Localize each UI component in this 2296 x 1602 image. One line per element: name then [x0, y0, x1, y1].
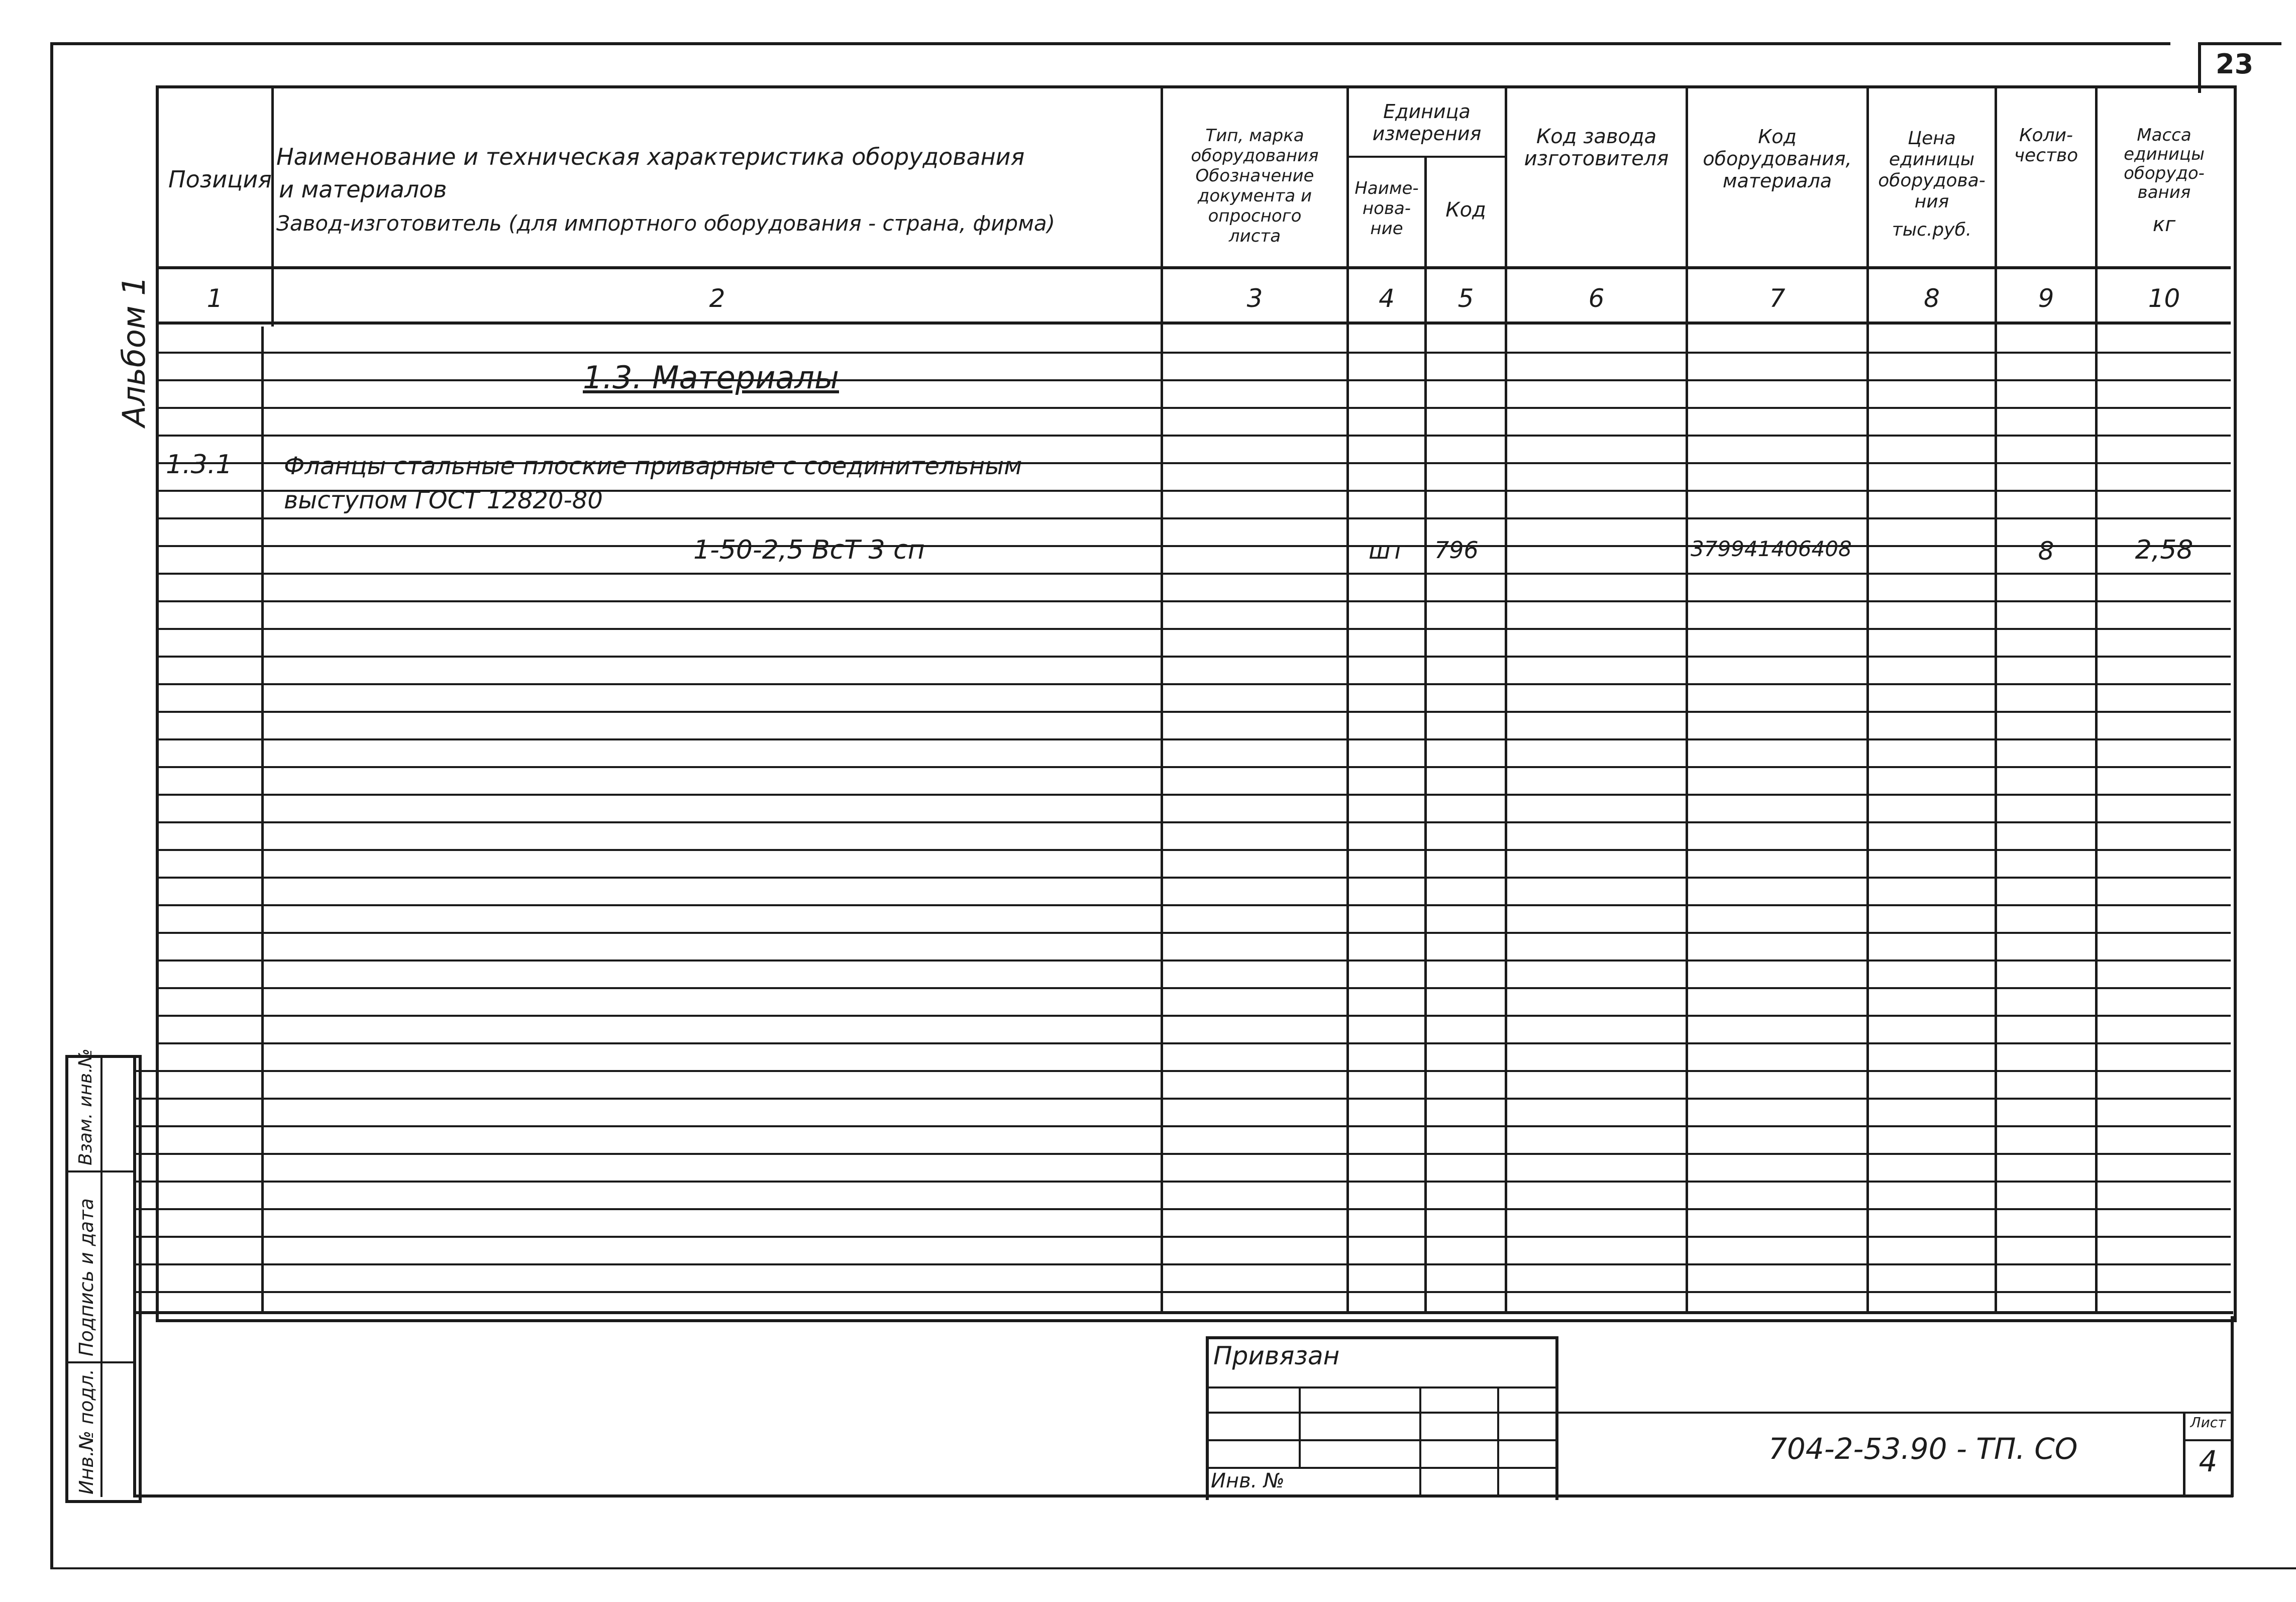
- left-stamp-divider-1: [65, 1170, 136, 1172]
- frame-left: [50, 42, 53, 1569]
- item-mass: 2,58: [2135, 535, 2194, 565]
- main-table: [156, 85, 2237, 1322]
- item-position: 1.3.1: [166, 450, 233, 480]
- item-equip-code: 379941406408: [1691, 537, 1852, 561]
- header-price-l5: тыс.руб.: [1892, 220, 1972, 240]
- body-bottom-border: [133, 1494, 2233, 1498]
- binding-v-2: [1419, 1387, 1421, 1497]
- col-line-9: [2095, 85, 2098, 1314]
- item-spec: 1-50-2,5 ВсТ 3 сп: [693, 535, 925, 565]
- header-price-l1: Цена: [1908, 128, 1956, 149]
- header-type-l4: документа и: [1197, 186, 1312, 206]
- sheet-number: 23: [2216, 48, 2254, 80]
- header-unitname-l1: Наиме-: [1354, 178, 1419, 198]
- frame-top: [50, 42, 2170, 45]
- colnum-8: 8: [1924, 284, 1940, 313]
- item-unit-name: шт: [1369, 537, 1405, 565]
- item-name-line1: Фланцы стальные плоские приварные с соединительным: [284, 452, 1022, 480]
- table-row: [156, 711, 2231, 713]
- table-row: [156, 628, 2231, 630]
- binding-line-4: [1206, 1467, 1555, 1469]
- table-row: [156, 545, 2231, 547]
- table-row: [156, 1042, 2231, 1044]
- table-row: [156, 738, 2231, 740]
- header-unitname-l2: нова-: [1362, 198, 1411, 219]
- header-unit-l1: Единица: [1383, 100, 1471, 123]
- header-qty-l2: чество: [2014, 145, 2078, 166]
- header-type-l5: опросного: [1208, 206, 1302, 226]
- table-row: [156, 683, 2231, 685]
- table-row: [156, 959, 2231, 962]
- header-price: [1869, 128, 1995, 241]
- colnum-10: 10: [2148, 284, 2180, 313]
- header-equip-code: [1688, 126, 1866, 192]
- table-row: [156, 435, 2231, 437]
- col-line-4: [1424, 156, 1427, 1314]
- binding-line-2: [1206, 1412, 1555, 1414]
- colnum-bottom-line: [156, 322, 2231, 325]
- col-line-1b: [261, 327, 264, 1314]
- table-row: [136, 1291, 2231, 1293]
- table-row: [156, 821, 2231, 823]
- table-bottom-line: [133, 1311, 2233, 1314]
- table-row: [136, 1236, 2231, 1238]
- header-bottom-line: [156, 266, 2231, 269]
- header-unit-code: Код: [1445, 198, 1486, 222]
- table-row: [156, 904, 2231, 906]
- table-row: [136, 1263, 2231, 1265]
- table-row: [156, 517, 2231, 519]
- col-line-6: [1686, 85, 1688, 1314]
- table-row: [156, 1015, 2231, 1017]
- unit-subheader-line: [1346, 156, 1505, 158]
- left-stamp-inv-podl: Инв.№ подл.: [75, 1368, 97, 1494]
- header-mass-l2: единицы: [2124, 144, 2205, 164]
- binding-v-1: [1299, 1387, 1301, 1468]
- header-quantity: [1997, 126, 2095, 166]
- header-type-mark: [1163, 126, 1346, 246]
- col-line-5: [1505, 85, 1507, 1314]
- header-factory-l1: Код завода: [1536, 125, 1657, 148]
- binding-line-3: [1206, 1439, 1555, 1441]
- header-type-l2: оборудования: [1191, 146, 1319, 166]
- header-equip-l3: материала: [1722, 170, 1832, 192]
- frame-bottom: [50, 1567, 2296, 1569]
- section-title: 1.3. Материалы: [583, 359, 839, 396]
- table-row: [156, 600, 2231, 602]
- colnum-6: 6: [1588, 284, 1605, 313]
- table-row: [156, 766, 2231, 768]
- header-unit-group: [1349, 100, 1505, 145]
- header-mass-l5: кг: [2152, 213, 2176, 236]
- header-position: Позиция: [168, 166, 272, 193]
- table-row: [136, 1070, 2231, 1072]
- col-line-7: [1866, 85, 1869, 1314]
- header-factory-code: [1507, 126, 1686, 170]
- table-row: [156, 932, 2231, 934]
- header-type-l6: листа: [1228, 226, 1281, 246]
- table-row: [136, 1153, 2231, 1155]
- header-name-line3: Завод-изготовитель (для импортного оборудования - страна, фирма): [276, 211, 1056, 236]
- header-price-l2: единицы: [1889, 149, 1975, 170]
- colnum-5: 5: [1457, 284, 1474, 313]
- colnum-1: 1: [206, 284, 223, 313]
- binding-line-1: [1206, 1386, 1555, 1389]
- title-block-top: [1552, 1412, 2233, 1414]
- table-row: [136, 1208, 2231, 1210]
- colnum-3: 3: [1246, 284, 1263, 313]
- table-row: [136, 1098, 2231, 1100]
- left-stamp-divider-v: [100, 1055, 102, 1497]
- left-stamp-divider-2: [65, 1361, 136, 1363]
- header-unit-name: [1349, 178, 1424, 239]
- col-line-8: [1995, 85, 1997, 1314]
- document-code: 704-2-53.90 - ТП. СО: [1768, 1432, 2078, 1466]
- header-unitname-l3: ние: [1370, 219, 1403, 239]
- header-qty-l1: Коли-: [2019, 125, 2073, 146]
- table-row: [156, 407, 2231, 409]
- col-line-2: [1161, 85, 1163, 1314]
- sheet-label: Лист: [2190, 1414, 2226, 1431]
- header-equip-l1: Код: [1758, 126, 1797, 148]
- header-name-line1: Наименование и техническая характеристика оборудования: [276, 143, 1025, 170]
- binding-stamp-title: Привязан: [1213, 1341, 1340, 1370]
- colnum-4: 4: [1379, 284, 1395, 313]
- colnum-9: 9: [2038, 284, 2054, 313]
- table-row: [136, 1181, 2231, 1183]
- header-price-l4: ния: [1914, 191, 1949, 212]
- header-type-l3: Обозначение: [1195, 166, 1314, 186]
- header-name-line2: и материалов: [279, 176, 447, 203]
- header-factory-l2: изготовителя: [1524, 147, 1669, 170]
- table-row: [156, 656, 2231, 658]
- binding-inv-no: Инв. №: [1211, 1469, 1285, 1492]
- table-row: [136, 1125, 2231, 1127]
- table-row: [156, 849, 2231, 851]
- table-row: [156, 987, 2231, 989]
- sheet-page-number: 4: [2199, 1444, 2218, 1478]
- header-unit-l2: измерения: [1372, 123, 1482, 145]
- table-row: [156, 794, 2231, 796]
- side-label: Альбом 1: [116, 276, 152, 427]
- col-line-3: [1346, 85, 1349, 1314]
- item-quantity: 8: [2038, 537, 2054, 566]
- sheet-box-divider: [2183, 1439, 2231, 1441]
- header-mass-l4: вания: [2137, 182, 2191, 202]
- header-mass-l1: Масса: [2137, 125, 2191, 145]
- header-equip-l2: оборудования,: [1703, 148, 1852, 170]
- table-row: [156, 379, 2231, 381]
- left-stamp-replace: Взам. инв.№: [75, 1048, 96, 1165]
- colnum-7: 7: [1769, 284, 1786, 313]
- table-row: [156, 877, 2231, 879]
- binding-v-3: [1497, 1387, 1499, 1497]
- table-row: [156, 573, 2231, 575]
- header-mass-l3: оборудо-: [2124, 163, 2205, 183]
- table-row: [156, 352, 2231, 354]
- left-stamp-signature: Подпись и дата: [75, 1198, 97, 1356]
- item-unit-code: 796: [1434, 537, 1479, 564]
- header-price-l3: оборудова-: [1878, 170, 1986, 191]
- header-type-l1: Тип, марка: [1205, 126, 1304, 146]
- item-name-line2: выступом ГОСТ 12820-80: [284, 486, 603, 514]
- header-mass: [2098, 126, 2231, 234]
- colnum-2: 2: [709, 284, 725, 313]
